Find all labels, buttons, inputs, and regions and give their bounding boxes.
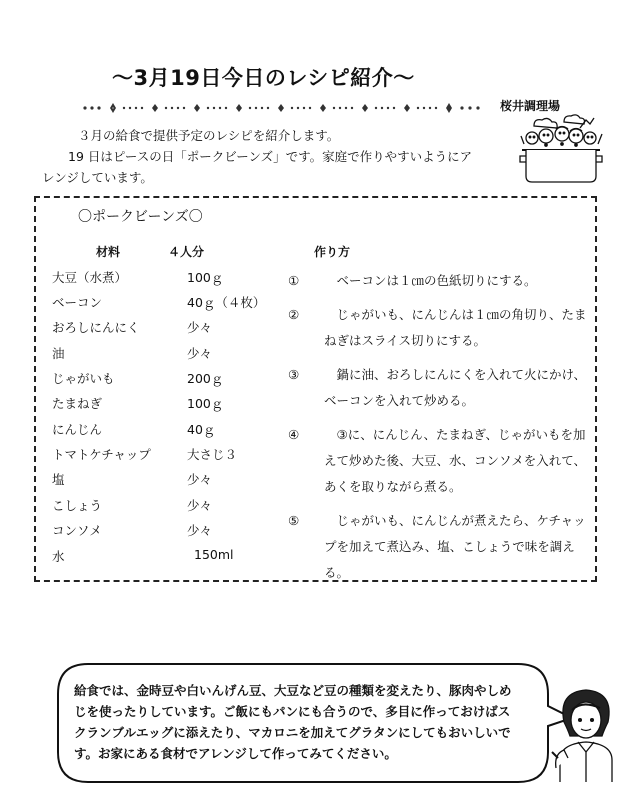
step-number: ②	[288, 307, 300, 322]
ingredient-name: トマトケチャップ	[52, 447, 151, 462]
kitchen-name: 桜井調理場	[500, 99, 561, 113]
method-header: 作り方	[314, 245, 351, 259]
nutritionist-illustration	[548, 682, 626, 782]
ingredient-name: じゃがいも	[52, 371, 115, 386]
ingredients-header: 材料	[96, 245, 121, 259]
ingredient-name: にんじん	[52, 422, 103, 437]
step-number: ③	[288, 367, 300, 382]
ingredient-qty: 150ml	[194, 547, 234, 562]
step-text: ③に、にんじん、たまねぎ、じゃがいもを加えて炒めた後、大豆、水、コンソメを入れて、あくを取りながら煮る。	[324, 427, 587, 494]
intro-line-3: レンジしています。	[42, 170, 153, 185]
ingredient-name: たまねぎ	[52, 396, 103, 411]
recipe-title: 〇ポークビーンズ〇	[78, 209, 203, 225]
ingredient-qty: 少々	[187, 498, 213, 513]
ingredient-qty: 少々	[187, 346, 213, 361]
step-text: 鍋に油、おろしにんにくを入れて火にかけ、ベーコンを入れて炒める。	[324, 367, 587, 408]
servings-header: ４人分	[168, 245, 205, 259]
step-text: ベーコンは１㎝の色紙切りにする。	[336, 273, 537, 288]
ingredient-qty: 少々	[187, 523, 213, 538]
ingredient-name: こしょう	[52, 498, 103, 513]
ingredient-name: コンソメ	[52, 523, 102, 538]
step-number: ④	[288, 427, 300, 442]
ingredient-name: 油	[52, 346, 65, 361]
intro-line-2: 19 日はピースの日「ポークビーンズ」です。家庭で作りやすいようにア	[68, 149, 473, 164]
ingredient-qty: 少々	[187, 320, 213, 335]
ingredient-qty: 100ｇ	[187, 396, 224, 411]
ingredient-name: ベーコン	[52, 295, 103, 310]
ingredient-qty: 200ｇ	[187, 371, 224, 386]
step-number: ①	[288, 273, 300, 288]
step-text: じゃがいも、にんじんが煮えたら、ケチャップを加えて煮込み、塩、こしょうで味を調える。	[324, 513, 586, 580]
ingredient-qty: 100ｇ	[187, 270, 224, 285]
ingredient-name: おろしにんにく	[52, 320, 140, 335]
step-text: じゃがいも、にんじんは１㎝の角切り、たまねぎはスライス切りにする。	[324, 307, 587, 348]
step-number: ⑤	[288, 513, 300, 528]
ingredient-name: 塩	[52, 472, 65, 487]
intro-line-1: ３月の給食で提供予定のレシピを紹介します。	[78, 128, 340, 143]
ingredient-qty: 40ｇ	[187, 422, 216, 437]
ingredient-qty: 40ｇ（４枚）	[187, 295, 266, 310]
ingredient-name: 大豆（水煮）	[52, 270, 128, 285]
ingredient-qty: 大さじ３	[187, 447, 238, 462]
tip-text: 給食では、金時豆や白いんげん豆、大豆など豆の種類を変えたり、豚肉やしめじを使ったりしています。ご飯にもパンにも合うので、多目に作っておけばスクランブルエッグに添えたり、マカロニを加えてグラタンにしてもおいしいです。お家にある食材でアレンジして作ってみてください。	[74, 683, 512, 761]
ingredient-qty: 少々	[187, 472, 213, 487]
ingredient-name: 水	[52, 549, 65, 564]
page-title: ～3月19日今日のレシピ紹介～	[112, 66, 415, 90]
